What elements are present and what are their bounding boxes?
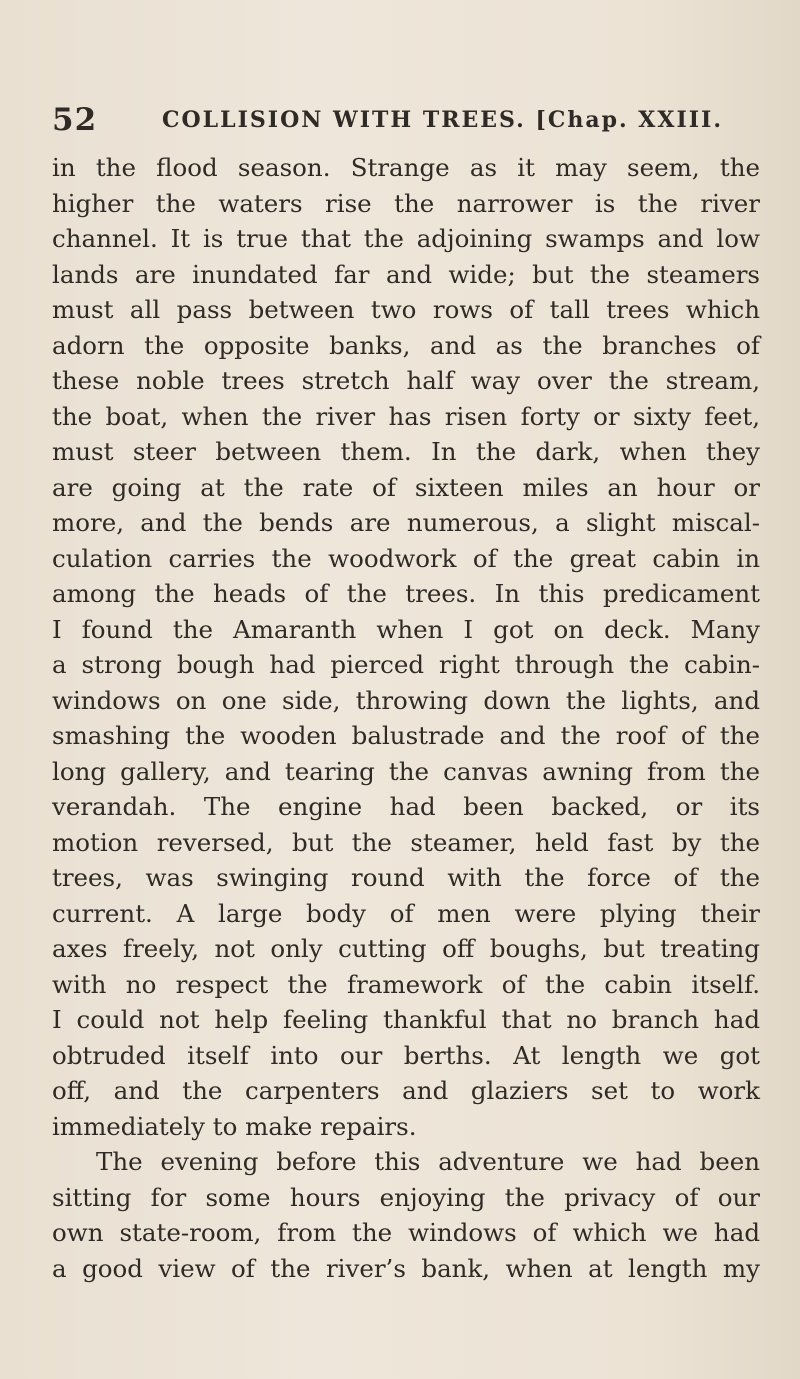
text-line: must all pass between two rows of tall trees which	[52, 295, 760, 324]
body-text	[52, 150, 760, 1286]
text-line: current. A large body of men were plying their	[52, 898, 760, 928]
text-line: motion reversed, but the steamer, held fast by the	[52, 827, 760, 857]
text-line: among the heads of the trees. In this predicament	[52, 579, 760, 608]
text-line: the boat, when the river has risen forty or sixty feet,	[52, 401, 760, 431]
text-line: higher the waters rise the narrower is the river	[52, 188, 760, 218]
text-line: adorn the opposite banks, and as the branches of	[52, 330, 760, 360]
text-line: obtruded itself into our berths. At length we got	[52, 1040, 760, 1070]
text-line: windows on one side, throwing down the lights, and	[52, 685, 760, 715]
text-line: channel. It is true that the adjoining swamps and low	[52, 224, 760, 253]
text-line: I could not help feeling thankful that no branch had	[52, 1005, 760, 1034]
text-line: must steer between them. In the dark, when they	[52, 437, 760, 466]
text-line: The evening before this adventure we had been	[96, 1147, 760, 1176]
text-line: more, and the bends are numerous, a slight miscal-	[52, 508, 760, 537]
page-header	[52, 102, 772, 142]
text-line: with no respect the framework of the cabin itself.	[52, 969, 760, 999]
text-line: smashing the wooden balustrade and the roof of the	[52, 721, 760, 750]
text-line: these noble trees stretch half way over the stream,	[52, 366, 760, 395]
text-line: culation carries the woodwork of the great cabin in	[52, 543, 760, 573]
page-number: 52	[52, 102, 98, 138]
text-line: trees, was swinging round with the force of the	[52, 863, 760, 892]
text-line: a strong bough had pierced right through the cabin-	[52, 650, 760, 679]
text-line: verandah. The engine had been backed, or its	[52, 792, 760, 821]
text-line: axes freely, not only cutting off boughs, but treating	[52, 934, 760, 963]
text-line: long gallery, and tearing the canvas awning from the	[52, 756, 760, 786]
running-head: COLLISION WITH TREES. [Chap. XXIII.	[162, 107, 723, 133]
text-line: own state-room, from the windows of which we had	[52, 1218, 760, 1247]
text-line: are going at the rate of sixteen miles an hour or	[52, 472, 760, 502]
text-line: lands are inundated far and wide; but the steamers	[52, 259, 760, 289]
text-line: I found the Amaranth when I got on deck. Many	[52, 614, 760, 644]
text-line: off, and the carpenters and glaziers set to work	[52, 1076, 760, 1105]
text-line: immediately to make repairs.	[52, 1111, 417, 1141]
text-line: a good view of the river’s bank, when at length my	[52, 1253, 760, 1283]
text-line: in the flood season. Strange as it may seem, the	[52, 153, 760, 182]
text-line: sitting for some hours enjoying the privacy of our	[52, 1182, 760, 1212]
